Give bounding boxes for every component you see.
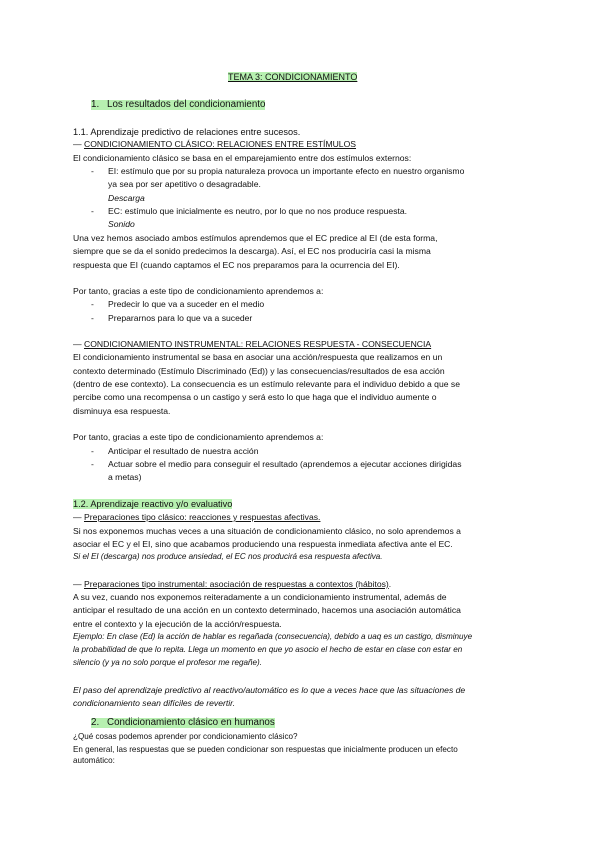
example-line: la probabilidad de que lo repita. Llega un momento en que yo asocio el hecho de estar en clase con estar en (73, 645, 463, 654)
subsection-1-1-heading: 1.1. Aprendizaje predictivo de relaciones entre sucesos. (73, 127, 301, 137)
paragraph-line: asociar el EC y el EI, sino que acabamos produciendo una respuesta inmediata afectiva ante el EC. (73, 539, 453, 549)
paragraph-line: Una vez hemos asociado ambos estímulos aprendemos que el EC predice al EI (de esta forma, (73, 233, 438, 243)
classical-prep-heading-text: Preparaciones tipo clásico: reacciones y respuestas afectivas. (83, 512, 321, 522)
section-label: Condicionamiento clásico en humanos (107, 717, 275, 728)
question-line: ¿Qué cosas podemos aprender por condicionamiento clásico? (73, 732, 298, 741)
example-line: Ejemplo: En clase (Ed) la acción de hablar es regañada (consecuencia), debido a uaq es un castigo, disminuye (73, 632, 473, 641)
example-line: silencio (y ya no solo porque el profesor me regañe). (73, 658, 262, 667)
bullet-item: Predecir lo que va a suceder en el medio (108, 299, 265, 309)
em-dash: — (73, 579, 84, 589)
section-number: 1. (91, 99, 100, 110)
paragraph-line: automático: (73, 756, 115, 765)
note-line: El paso del aprendizaje predictivo al reactivo/automático es lo que a veces hace que las situaciones de (73, 685, 466, 695)
section-1-heading (91, 100, 265, 110)
bullet-ec: EC: estímulo que inicialmente es neutro, por lo que no nos produce respuesta. (108, 206, 408, 216)
paragraph-line: En general, las respuestas que se pueden condicionar son respuestas que inicialmente producen un efecto (73, 745, 458, 754)
paragraph-line: Por tanto, gracias a este tipo de condicionamiento aprendemos a: (73, 432, 324, 442)
paragraph-line: contexto determinado (Estímulo Discriminado (Ed)) y las consecuencias/resultados de esa acción (73, 366, 445, 376)
bullet-dash: - (91, 206, 94, 216)
em-dash: — (73, 139, 84, 149)
bullet-dash: - (91, 459, 94, 469)
paragraph-line: entre el contexto y la ejecución de la acción/respuesta. (73, 619, 282, 629)
bullet-dash: - (91, 299, 94, 309)
note-line: condicionamiento sean difíciles de revertir. (73, 698, 236, 708)
paragraph-line: anticipar el resultado de una acción en un contexto determinado, hacemos una asociación automática (73, 605, 461, 615)
section-label: Los resultados del condicionamiento (107, 99, 266, 110)
bullet-ei: EI: estímulo que por su propia naturaleza provoca un importante efecto en nuestro organismo (108, 166, 465, 176)
subsection-1-2-heading: 1.2. Aprendizaje reactivo y/o evaluativo (73, 499, 233, 509)
example-line: Si el EI (descarga) nos produce ansiedad, el EC nos producirá esa respuesta afectiva. (73, 552, 383, 561)
instrumental-prep-heading (73, 579, 391, 589)
instrumental-heading (73, 339, 431, 349)
paragraph-line: Por tanto, gracias a este tipo de condicionamiento aprendemos a: (73, 286, 324, 296)
classical-heading (73, 139, 356, 149)
paragraph-line: (dentro de ese contexto). La consecuencia es un estímulo relevante para el individuo debido a que se (73, 379, 460, 389)
paragraph-line: percibe como una recompensa o un castigo y será esto lo que haga que el individuo aumente o (73, 392, 437, 402)
em-dash: — (73, 339, 84, 349)
bullet-item: Anticipar el resultado de nuestra acción (108, 446, 259, 456)
document-title: TEMA 3: CONDICIONAMIENTO (228, 72, 358, 82)
paragraph-line: siempre que se da el sonido predecimos la descarga). Así, el EC nos produciría casi la misma (73, 246, 431, 256)
bullet-dash: - (91, 166, 94, 176)
paragraph-line: El condicionamiento instrumental se basa en asociar una acción/respuesta que realizamos en un (73, 352, 443, 362)
classical-prep-heading (73, 512, 320, 522)
bullet-ei-example: Descarga (108, 193, 145, 203)
heading-period: . (388, 579, 392, 589)
em-dash: — (73, 512, 84, 522)
section-2-heading (91, 718, 275, 728)
classical-heading-text: CONDICIONAMIENTO CLÁSICO: RELACIONES ENTRE ESTÍMULOS (83, 139, 357, 149)
paragraph-line: respuesta que EI (cuando captamos el EC nos preparamos para la ocurrencia del EI). (73, 260, 400, 270)
bullet-dash: - (91, 313, 94, 323)
paragraph-line: disminuya esa respuesta. (73, 406, 171, 416)
paragraph-line: Si nos exponemos muchas veces a una situación de condicionamiento clásico, no solo aprendemos a (73, 526, 461, 536)
bullet-item: Actuar sobre el medio para conseguir el resultado (aprendemos a ejecutar acciones dirigidas (108, 459, 462, 469)
bullet-ei-cont: ya sea por ser apetitivo o desagradable. (108, 179, 261, 189)
bullet-item: Prepararnos para lo que va a suceder (108, 313, 253, 323)
section-number: 2. (91, 717, 100, 728)
bullet-ec-example: Sonido (108, 219, 135, 229)
bullet-dash: - (91, 446, 94, 456)
instrumental-heading-text: CONDICIONAMIENTO INSTRUMENTAL: RELACIONES RESPUESTA - CONSECUENCIA (83, 339, 432, 349)
paragraph-line: El condicionamiento clásico se basa en el emparejamiento entre dos estímulos externos: (73, 153, 412, 163)
paragraph-line: A su vez, cuando nos exponemos reiteradamente a un condicionamiento instrumental, además de (73, 592, 447, 602)
bullet-item-cont: a metas) (108, 472, 142, 482)
instrumental-prep-heading-text: Preparaciones tipo instrumental: asociación de respuestas a contextos (hábitos) (83, 579, 389, 589)
